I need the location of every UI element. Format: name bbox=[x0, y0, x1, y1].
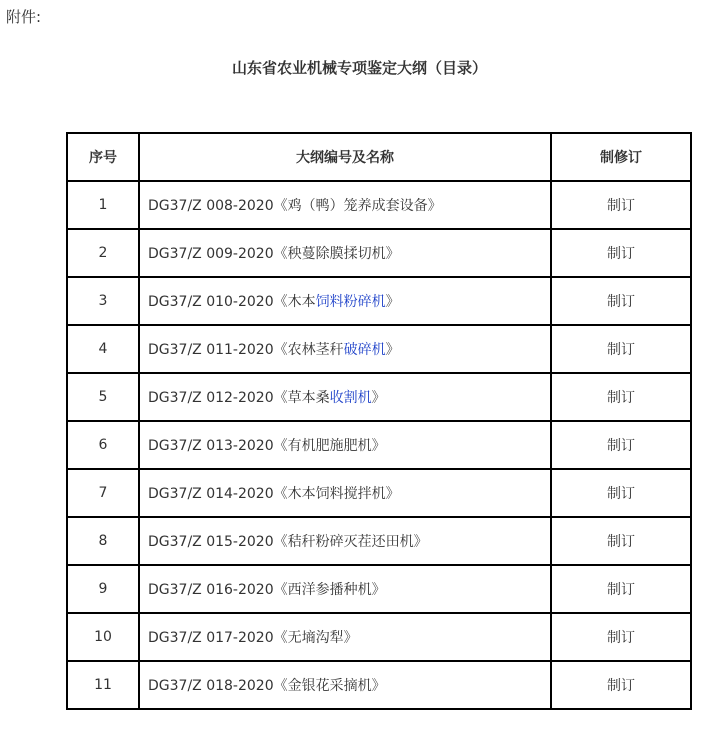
table-row bbox=[67, 469, 691, 517]
outline-name: 《金银花采摘机》 bbox=[273, 678, 386, 694]
outline-code: DG37/Z 008-2020 bbox=[148, 198, 274, 214]
table-body bbox=[67, 181, 691, 709]
outline-name: 《秸秆粉碎灭茬还田机》 bbox=[273, 534, 428, 550]
revision-type: 制订 bbox=[551, 661, 691, 709]
row-number: 11 bbox=[67, 661, 139, 709]
outline-name: 《木本 bbox=[273, 294, 316, 310]
outline-code-and-name bbox=[139, 661, 551, 709]
row-number: 5 bbox=[67, 373, 139, 421]
attachment-label: 附件: bbox=[6, 8, 42, 26]
column-header-revision: 制修订 bbox=[551, 133, 691, 181]
revision-type: 制订 bbox=[551, 181, 691, 229]
table-row bbox=[67, 565, 691, 613]
keyword-link[interactable]: 破碎机 bbox=[343, 342, 386, 358]
outline-code-and-name bbox=[139, 565, 551, 613]
outline-name-suffix: 》 bbox=[385, 294, 400, 310]
outline-code: DG37/Z 011-2020 bbox=[148, 342, 274, 358]
table-header-row bbox=[67, 133, 691, 181]
table-row bbox=[67, 325, 691, 373]
outline-name: 《草本桑 bbox=[273, 390, 330, 406]
row-number: 3 bbox=[67, 277, 139, 325]
row-number: 7 bbox=[67, 469, 139, 517]
outline-code-and-name bbox=[139, 277, 551, 325]
outline-code-and-name bbox=[139, 469, 551, 517]
outline-code: DG37/Z 013-2020 bbox=[148, 438, 274, 454]
row-number: 6 bbox=[67, 421, 139, 469]
outline-code-and-name bbox=[139, 373, 551, 421]
revision-type: 制订 bbox=[551, 421, 691, 469]
outline-name: 《木本饲料搅拌机》 bbox=[273, 486, 400, 502]
outline-name-suffix: 》 bbox=[371, 390, 386, 406]
outline-name: 《有机肥施肥机》 bbox=[273, 438, 386, 454]
table-row bbox=[67, 613, 691, 661]
outline-code-and-name bbox=[139, 613, 551, 661]
revision-type: 制订 bbox=[551, 613, 691, 661]
column-header-name: 大纲编号及名称 bbox=[139, 133, 551, 181]
revision-type: 制订 bbox=[551, 373, 691, 421]
revision-type: 制订 bbox=[551, 469, 691, 517]
outline-code-and-name bbox=[139, 181, 551, 229]
outline-name: 《鸡（鸭）笼养成套设备》 bbox=[273, 198, 442, 214]
outline-code: DG37/Z 014-2020 bbox=[148, 486, 274, 502]
outline-code: DG37/Z 012-2020 bbox=[148, 390, 274, 406]
revision-type: 制订 bbox=[551, 325, 691, 373]
table-row bbox=[67, 517, 691, 565]
row-number: 9 bbox=[67, 565, 139, 613]
revision-type: 制订 bbox=[551, 565, 691, 613]
row-number: 4 bbox=[67, 325, 139, 373]
outline-table bbox=[66, 132, 692, 710]
row-number: 2 bbox=[67, 229, 139, 277]
outline-code-and-name bbox=[139, 229, 551, 277]
outline-code-and-name bbox=[139, 517, 551, 565]
keyword-link[interactable]: 收割机 bbox=[329, 390, 372, 406]
revision-type: 制订 bbox=[551, 517, 691, 565]
table-row bbox=[67, 373, 691, 421]
outline-code: DG37/Z 009-2020 bbox=[148, 246, 274, 262]
row-number: 8 bbox=[67, 517, 139, 565]
column-header-number: 序号 bbox=[67, 133, 139, 181]
row-number: 10 bbox=[67, 613, 139, 661]
document-title: 山东省农业机械专项鉴定大纲（目录） bbox=[231, 59, 487, 77]
outline-code: DG37/Z 015-2020 bbox=[148, 534, 274, 550]
outline-code: DG37/Z 010-2020 bbox=[148, 294, 274, 310]
outline-name: 《秧蔓除膜揉切机》 bbox=[273, 246, 400, 262]
outline-code-and-name bbox=[139, 421, 551, 469]
table-row bbox=[67, 229, 691, 277]
table-row bbox=[67, 421, 691, 469]
outline-code: DG37/Z 018-2020 bbox=[148, 678, 274, 694]
revision-type: 制订 bbox=[551, 229, 691, 277]
row-number: 1 bbox=[67, 181, 139, 229]
keyword-link[interactable]: 饲料粉碎机 bbox=[315, 294, 386, 310]
outline-name: 《西洋参播种机》 bbox=[273, 582, 386, 598]
outline-code: DG37/Z 017-2020 bbox=[148, 630, 274, 646]
table-row bbox=[67, 661, 691, 709]
outline-name: 《无墒沟犁》 bbox=[273, 630, 358, 646]
table-row bbox=[67, 277, 691, 325]
outline-code: DG37/Z 016-2020 bbox=[148, 582, 274, 598]
outline-name: 《农林茎秆 bbox=[273, 342, 344, 358]
revision-type: 制订 bbox=[551, 277, 691, 325]
table-row bbox=[67, 181, 691, 229]
outline-code-and-name bbox=[139, 325, 551, 373]
outline-name-suffix: 》 bbox=[385, 342, 400, 358]
